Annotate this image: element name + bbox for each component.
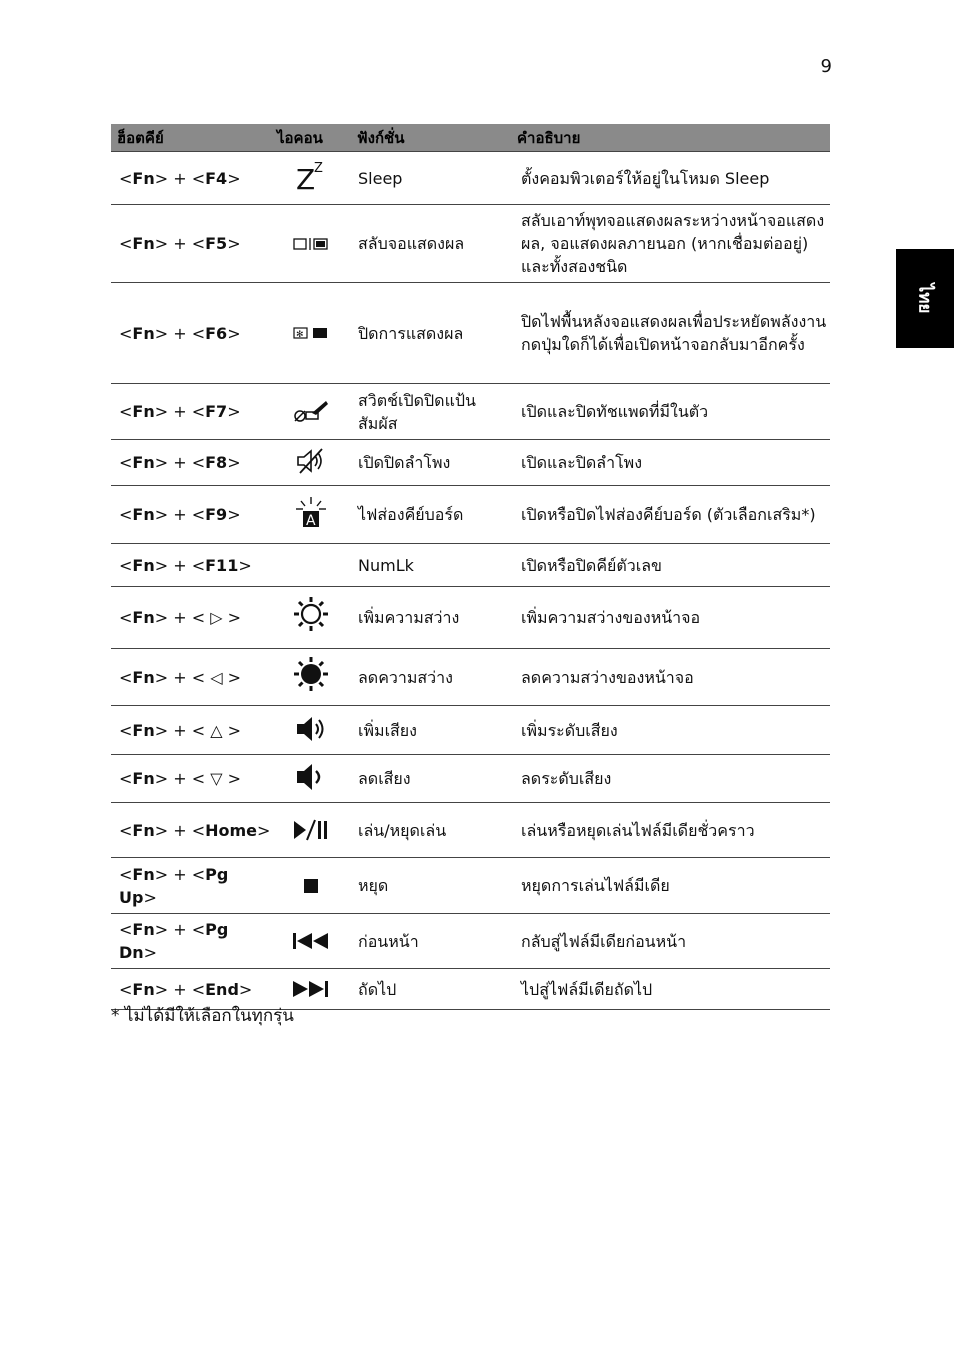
hotkey-cell xyxy=(111,205,271,283)
table-row xyxy=(111,755,830,803)
description-text: เพิ่มความสว่างของหน้าจอ xyxy=(521,608,701,627)
footnote: * ไม่ได้มีให้เลือกในทุกรุ่น xyxy=(111,1006,294,1026)
icon-cell xyxy=(271,755,351,803)
function-label: เปิดปิดลำโพง xyxy=(358,453,451,472)
description-cell xyxy=(511,205,830,283)
hotkey-cell xyxy=(111,649,271,706)
description-cell xyxy=(511,384,830,440)
hotkey-cell xyxy=(111,384,271,440)
svg-text:✻: ✻ xyxy=(296,330,304,340)
speaker-mute-icon xyxy=(291,443,331,479)
touchpad-toggle-icon xyxy=(291,392,331,428)
description-text: เล่นหรือหยุดเล่นไฟล์มีเดียชั่วคราว xyxy=(521,820,755,840)
icon-cell xyxy=(271,858,351,914)
table-row xyxy=(111,152,830,205)
hotkey-combo: <Fn> + < ▽ > xyxy=(119,769,242,788)
hotkey-cell xyxy=(111,587,271,649)
description-cell xyxy=(511,914,830,969)
icon-cell xyxy=(271,205,351,283)
function-cell xyxy=(351,544,511,587)
table-row xyxy=(111,544,830,587)
icon-cell xyxy=(271,544,351,587)
hotkey-combo: <Fn> + < △ > xyxy=(119,720,242,740)
function-cell xyxy=(351,803,511,858)
hotkey-combo: <Fn> + <F7> xyxy=(119,402,241,421)
description-text: เพิ่มระดับเสียง xyxy=(521,720,618,740)
hotkey-combo: <Fn> + <F9> xyxy=(119,505,241,524)
function-label: สลับจอแสดงผล xyxy=(358,234,465,253)
icon-cell xyxy=(271,486,351,544)
function-label: เพิ่มความสว่าง xyxy=(358,608,460,627)
header-icon: ไอคอน xyxy=(271,124,351,152)
language-tab xyxy=(896,249,954,348)
description-cell xyxy=(511,544,830,587)
description-text: เปิดหรือปิดคีย์ตัวเลข xyxy=(521,555,662,575)
table-row xyxy=(111,914,830,969)
function-cell xyxy=(351,152,511,205)
volume-down-icon xyxy=(291,759,331,795)
previous-track-icon xyxy=(291,923,331,959)
hotkey-cell xyxy=(111,544,271,587)
hotkey-combo: <Fn> + <F8> xyxy=(119,453,241,472)
hotkey-combo: <Fn> + <F6> xyxy=(119,323,241,343)
keyboard-backlight-icon xyxy=(291,494,331,530)
hotkey-cell xyxy=(111,440,271,486)
hotkey-combo: <Fn> + <F11> xyxy=(119,555,252,575)
hotkey-cell xyxy=(111,152,271,205)
table-row xyxy=(111,440,830,486)
table-row xyxy=(111,486,830,544)
description-text: ไปสู่ไฟล์มีเดียถัดไป xyxy=(521,979,653,999)
language-tab-label: ไทย xyxy=(914,283,935,314)
description-cell xyxy=(511,440,830,486)
play-pause-icon xyxy=(291,812,331,848)
function-cell xyxy=(351,706,511,755)
description-cell xyxy=(511,755,830,803)
function-cell xyxy=(351,440,511,486)
icon-cell xyxy=(271,649,351,706)
hotkey-cell xyxy=(111,283,271,384)
hotkey-combo: <Fn> + <End> xyxy=(119,979,253,999)
header-description: คำอธิบาย xyxy=(511,124,830,152)
hotkey-combo: <Fn> + < ▷ > xyxy=(119,608,242,627)
function-cell xyxy=(351,858,511,914)
table-row xyxy=(111,283,830,384)
description-cell xyxy=(511,152,830,205)
hotkey-combo: <Fn> + <F4> xyxy=(119,168,241,188)
function-label: ปิดการแสดงผล xyxy=(358,323,464,343)
icon-cell xyxy=(271,152,351,205)
table-header-row xyxy=(111,124,830,152)
header-hotkey: ฮ็อตคีย์ xyxy=(111,124,271,152)
display-toggle-icon xyxy=(291,226,331,262)
function-cell xyxy=(351,384,511,440)
function-label: หยุด xyxy=(358,876,389,895)
table-row xyxy=(111,706,830,755)
hotkey-combo: <Fn> + <Home> xyxy=(119,820,271,840)
description-text: เปิดและปิดทัชแพดที่มีในตัว xyxy=(521,402,709,421)
description-text: หยุดการเล่นไฟล์มีเดีย xyxy=(521,876,670,895)
description-text: เปิดหรือปิดไฟส่องคีย์บอร์ด (ตัวเลือกเสริม*) xyxy=(521,505,816,524)
function-label: Sleep xyxy=(358,168,403,188)
description-text: สลับเอาท์พุทจอแสดงผลระหว่างหน้าจอแสดงผล, จอแสดงผลภายนอก (หากเชื่อมต่ออยู่) และทั้งสองชนิด xyxy=(521,211,825,276)
empty-icon-slot xyxy=(291,544,331,580)
hotkey-combo: <Fn> + <Pg Up> xyxy=(119,864,229,907)
function-label: ถัดไป xyxy=(358,979,397,999)
function-cell xyxy=(351,755,511,803)
hotkey-cell xyxy=(111,803,271,858)
icon-cell xyxy=(271,587,351,649)
sleep-icon xyxy=(291,158,331,194)
function-cell xyxy=(351,205,511,283)
description-cell xyxy=(511,858,830,914)
table-row xyxy=(111,649,830,706)
function-label: ไฟส่องคีย์บอร์ด xyxy=(358,505,464,524)
description-cell xyxy=(511,803,830,858)
description-cell xyxy=(511,969,830,1010)
table-row xyxy=(111,803,830,858)
display-off-icon xyxy=(291,315,331,351)
function-label: NumLk xyxy=(358,555,414,575)
hotkey-combo: <Fn> + <F5> xyxy=(119,234,241,253)
description-cell xyxy=(511,587,830,649)
hotkey-cell xyxy=(111,858,271,914)
header-function: ฟังก์ชั่น xyxy=(351,124,511,152)
function-label: ลดความสว่าง xyxy=(358,667,453,687)
description-text: เปิดและปิดลำโพง xyxy=(521,453,643,472)
description-text: กลับสู่ไฟล์มีเดียก่อนหน้า xyxy=(521,931,687,951)
svg-text:Z: Z xyxy=(296,162,316,193)
icon-cell xyxy=(271,706,351,755)
hotkey-cell xyxy=(111,706,271,755)
table-row xyxy=(111,384,830,440)
hotkey-combo: <Fn> + <Pg Dn> xyxy=(119,920,229,962)
hotkey-cell xyxy=(111,755,271,803)
function-label: เล่น/หยุดเล่น xyxy=(358,820,447,840)
icon-cell xyxy=(271,440,351,486)
description-text: ลดความสว่างของหน้าจอ xyxy=(521,667,694,687)
table-row xyxy=(111,205,830,283)
function-cell xyxy=(351,283,511,384)
function-label: เพิ่มเสียง xyxy=(358,720,417,740)
hotkey-combo: <Fn> + < ◁ > xyxy=(119,667,242,687)
function-cell xyxy=(351,969,511,1010)
svg-text:Z: Z xyxy=(314,160,323,176)
hotkey-cell xyxy=(111,486,271,544)
hotkey-table xyxy=(111,124,830,1010)
function-label: สวิตช์เปิดปิดแป้นสัมผัส xyxy=(358,390,476,433)
description-text: ปิดไฟพื้นหลังจอแสดงผลเพื่อประหยัดพลังงาน กดปุ่มใดก็ได้เพื่อเปิดหน้าจอกลับมาอีกครั้ง xyxy=(521,312,827,354)
function-label: ลดเสียง xyxy=(358,769,411,788)
function-cell xyxy=(351,914,511,969)
function-label: ก่อนหน้า xyxy=(358,931,419,951)
function-cell xyxy=(351,486,511,544)
brightness-down-icon xyxy=(291,656,331,692)
icon-cell xyxy=(271,283,351,384)
next-track-icon xyxy=(291,971,331,1007)
icon-cell xyxy=(271,803,351,858)
svg-text:A: A xyxy=(306,513,316,529)
function-cell xyxy=(351,649,511,706)
page-number: 9 xyxy=(820,56,832,77)
description-cell xyxy=(511,649,830,706)
table-row xyxy=(111,587,830,649)
description-cell xyxy=(511,283,830,384)
icon-cell xyxy=(271,384,351,440)
volume-up-icon xyxy=(291,711,331,747)
brightness-up-icon xyxy=(291,596,331,632)
hotkey-cell xyxy=(111,914,271,969)
icon-cell xyxy=(271,914,351,969)
function-cell xyxy=(351,587,511,649)
table-row xyxy=(111,858,830,914)
description-text: ลดระดับเสียง xyxy=(521,769,612,788)
description-cell xyxy=(511,706,830,755)
description-cell xyxy=(511,486,830,544)
description-text: ตั้งคอมพิวเตอร์ให้อยู่ในโหมด Sleep xyxy=(521,168,770,188)
stop-icon xyxy=(291,868,331,904)
